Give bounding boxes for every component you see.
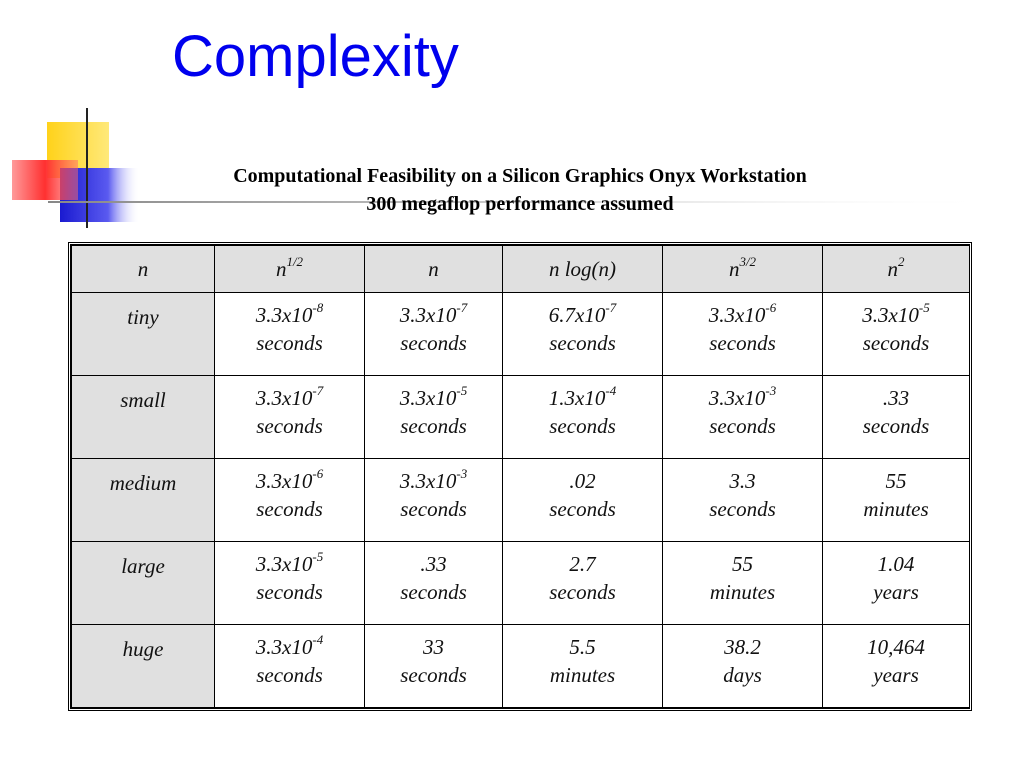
- table-row: [72, 376, 970, 459]
- table-cell: 2.7 seconds: [503, 542, 663, 625]
- table-cell: $3.3x10^{-4}$ seconds: [215, 625, 365, 708]
- header-cell: n: [365, 246, 503, 293]
- table-cell: $3.3x10^{-3}$ seconds: [365, 459, 503, 542]
- table-cell: 55 minutes: [663, 542, 823, 625]
- row-label: small: [72, 376, 215, 459]
- complexity-table: [71, 245, 970, 708]
- table-row: [72, 293, 970, 376]
- table-cell: 33 seconds: [365, 625, 503, 708]
- table-row: [72, 542, 970, 625]
- table-cell: 3.3 seconds: [663, 459, 823, 542]
- table-cell: $3.3x10^{-7}$ seconds: [215, 376, 365, 459]
- row-label: tiny: [72, 293, 215, 376]
- table-cell: $3.3x10^{-7}$ seconds: [365, 293, 503, 376]
- table-cell: $3.3x10^{-6}$ seconds: [215, 459, 365, 542]
- table-cell: .33 seconds: [365, 542, 503, 625]
- table-cell: $6.7x10^{-7}$ seconds: [503, 293, 663, 376]
- table-cell: 38.2 days: [663, 625, 823, 708]
- table-caption-line1: Computational Feasibility on a Silicon Graphics Onyx Workstation: [233, 165, 807, 187]
- table-cell: .02 seconds: [503, 459, 663, 542]
- table-row: [72, 625, 970, 708]
- table-cell: .33 seconds: [823, 376, 970, 459]
- row-label: huge: [72, 625, 215, 708]
- table-cell: 10,464 years: [823, 625, 970, 708]
- table-cell: 1.04 years: [823, 542, 970, 625]
- table-cell: $1.3x10^{-4}$ seconds: [503, 376, 663, 459]
- table-cell: $3.3x10^{-5}$ seconds: [365, 376, 503, 459]
- table-cell: 5.5 minutes: [503, 625, 663, 708]
- table-cell: $3.3x10^{-3}$ seconds: [663, 376, 823, 459]
- row-label: large: [72, 542, 215, 625]
- red-square: [12, 160, 78, 200]
- slide-title: Complexity: [172, 24, 459, 89]
- header-cell: n: [72, 246, 215, 293]
- table-row: [72, 459, 970, 542]
- header-cell: n log(n): [503, 246, 663, 293]
- table-cell: 55 minutes: [823, 459, 970, 542]
- table-cell: $3.3x10^{-5}$ seconds: [215, 542, 365, 625]
- header-cell: $n^2$: [823, 246, 970, 293]
- table-caption-line2: 300 megaflop performance assumed: [366, 193, 674, 215]
- header-cell: $n^{3/2}$: [663, 246, 823, 293]
- complexity-table-frame: [68, 242, 972, 711]
- table-cell: $3.3x10^{-5}$ seconds: [823, 293, 970, 376]
- table-cell: $3.3x10^{-8}$ seconds: [215, 293, 365, 376]
- header-cell: $n^{1/2}$: [215, 246, 365, 293]
- table-cell: $3.3x10^{-6}$ seconds: [663, 293, 823, 376]
- header-row: [72, 246, 970, 293]
- row-label: medium: [72, 459, 215, 542]
